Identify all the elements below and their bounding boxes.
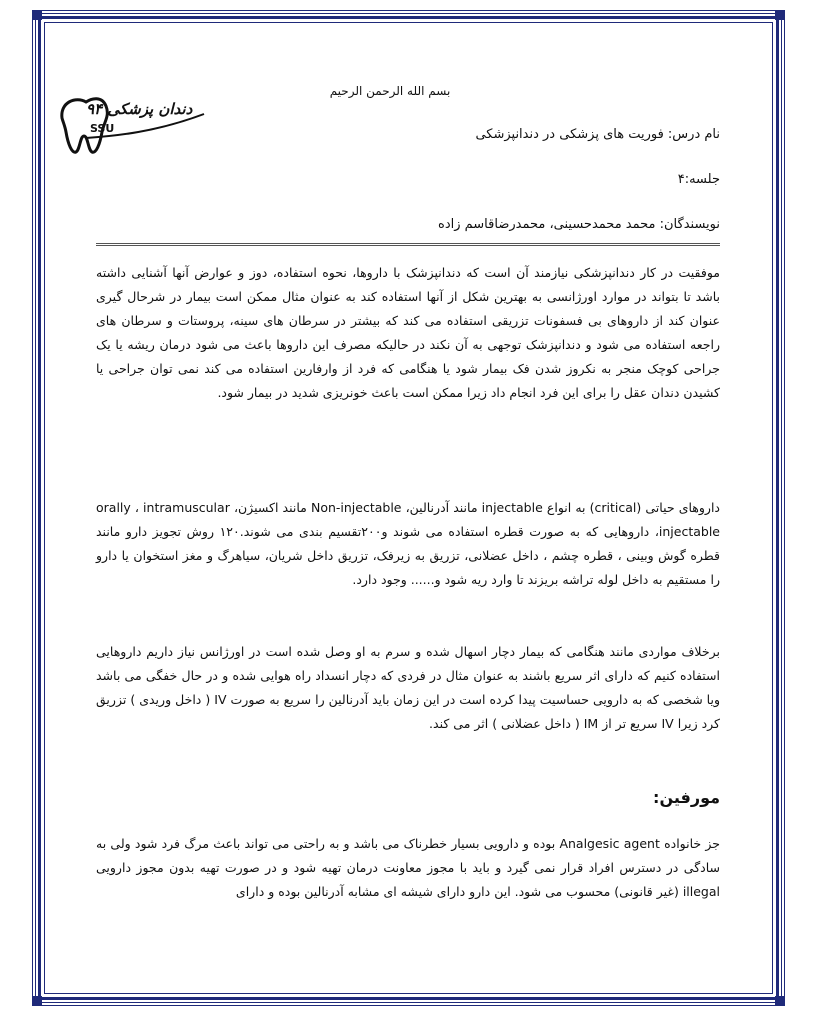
body-paragraph: داروهای حیاتی (critical) به انواع injectable مانند آدرنالین، Non-injectable مانند اکسیژن، orally ، intramuscular injectable، داروهایی که به صورت قطره استفاده می شوند و۲۰۰تقسیم بندی می شوند.۱۲۰ روش تجویز دارو مانند قطره گوش وبینی ، قطره چشم ، داخل عضلانی، تزریق به زیرفک، تزریق داخل شریان، سیاهرگ و مغز استخوان یا دارو را مستقیم به داخل لوله تراشه بریزند تا وارد ریه شود و...... وجود دارد. <box>96 500 721 587</box>
header-divider <box>96 243 720 246</box>
basmala: بسم الله الرحمن الرحیم <box>329 84 451 98</box>
body-paragraph: برخلاف مواردی مانند هنگامی که بیمار دچار اسهال شده و سرم به او وصل شده است در اورژانس نیاز داریم داروهایی استفاده کنیم که دارای اثر سریع باشند به عنوان مثال در فردی که دچار انسداد راه هوایی شده و در حال خفگی می باشد ویا شخصی که به دارویی حساسیت پیدا کرده است در این زمان باید آدرنالین را سریع به صورت IV ( داخل وریدی ) تزریق کرد زیرا IV سریع تر از IM ( داخل عضلانی ) اثر می کند. <box>96 644 720 731</box>
border-corner <box>775 10 785 20</box>
border-corner <box>32 996 42 1006</box>
body-paragraph: موفقیت در کار دندانپزشکی نیازمند آن است که دندانپزشک با داروها، نحوه استفاده، دوز و عوارض آنها آشنایی داشته باشد تا بتواند در موارد اورژانسی به بهترین شکل از آنها استفاده کند به عنوان مثال ممکن است بیمار در شرحال گیری عنوان کند از داروهای بی فسفونات تزریقی استفاده می کند که بیشتر در سرطان های سینه، پروستات و سرطان های راجعه استفاده می شود و دندانپزشک توجهی به آن نکند در حالیکه مصرف این داروها باعث می شود درمان ریشه یا یک جراحی کوچک منجر به نکروز شدن فک بیمار شود یا هنگامی که فرد از وارفارین استفاده می کند نمی توان جراحی یا کشیدن دندان عقل را برای این فرد انجام داد زیرا ممکن است باعث خونریزی شدید در بیمار شود. <box>96 265 720 400</box>
authors: نویسندگان: محمد محمدحسینی، محمدرضاقاسم زاده <box>438 217 720 232</box>
section-heading: مورفین: <box>653 788 720 807</box>
session-number: جلسه:۴ <box>677 172 720 187</box>
logo-text: دندان پزشکی ۹۴ <box>86 100 193 118</box>
border-corner <box>32 10 42 20</box>
logo-abbr: SSU <box>90 122 115 135</box>
course-title: نام درس: فوریت های پزشکی در دندانپزشکی <box>475 127 720 142</box>
border-corner <box>775 996 785 1006</box>
body-paragraph: جز خانواده Analgesic agent بوده و دارویی بسیار خطرناک می باشد و به راحتی می تواند باعث مرگ فرد شود ولی به سادگی در دسترس افراد قرار نمی گیرد و باید با مجوز معاونت درمان تهیه شود و در صورت تهیه بدون مجوز دارویی illegal (غیر قانونی) محسوب می شود. این دارو دارای شیشه ای مشابه آدرنالین بوده و دارای <box>96 836 720 899</box>
